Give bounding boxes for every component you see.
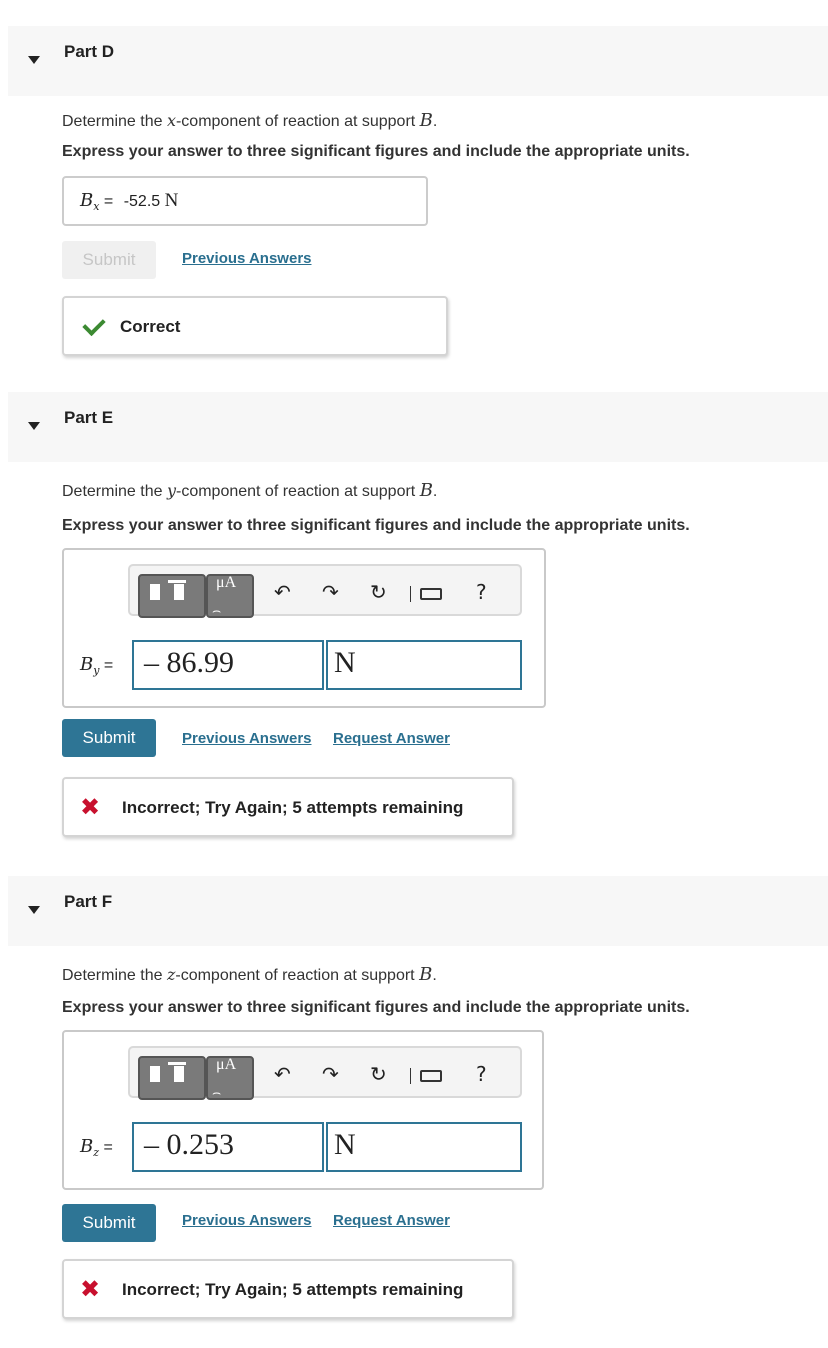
request-answer-link[interactable]: Request Answer — [333, 1212, 450, 1229]
checkmark-icon — [82, 313, 105, 336]
feedback-incorrect — [62, 1259, 514, 1319]
value-input[interactable]: – 0.253 — [132, 1122, 324, 1172]
answer-label: $B_z$ = — [80, 1136, 113, 1160]
feedback-message: Incorrect; Try Again; 5 attempts remaining — [122, 1280, 464, 1299]
request-answer-link[interactable]: Request Answer — [333, 730, 450, 747]
previous-answers-link[interactable]: Previous Answers — [182, 250, 312, 267]
feedback-message: Correct — [120, 317, 181, 336]
part-e-header[interactable] — [8, 392, 828, 462]
submit-button[interactable]: Submit — [62, 1204, 156, 1242]
question-text: Determine the y-component of reaction at support B. — [62, 480, 438, 501]
collapse-caret-icon[interactable] — [28, 56, 40, 64]
part-f-header[interactable] — [8, 876, 828, 946]
question-text: Determine the x-component of reaction at support B. — [62, 110, 438, 131]
feedback-correct — [62, 296, 448, 356]
mu-icon: μA — [216, 574, 237, 591]
unit-input[interactable]: N — [326, 1122, 522, 1172]
submit-button[interactable]: Submit — [62, 241, 156, 279]
instruction-text: Express your answer to three significant figures and include the appropriate units. — [62, 143, 690, 160]
keyboard-icon[interactable] — [420, 1070, 442, 1082]
instruction-text: Express your answer to three significant figures and include the appropriate units. — [62, 517, 690, 534]
question-text: Determine the z-component of reaction at support B. — [62, 964, 437, 985]
template-button[interactable] — [138, 574, 206, 618]
feedback-incorrect — [62, 777, 514, 837]
x-icon: ✖ — [80, 793, 101, 821]
feedback-message: Incorrect; Try Again; 5 attempts remaining — [122, 798, 464, 817]
previous-answers-link[interactable]: Previous Answers — [182, 730, 312, 747]
answer-editor — [62, 548, 546, 708]
undo-icon[interactable]: ↶ — [274, 1062, 291, 1086]
x-icon: ✖ — [80, 1275, 101, 1303]
answer-label: $B_x = -52.5$ N — [80, 190, 179, 214]
math-toolbar — [128, 564, 522, 616]
collapse-caret-icon[interactable] — [28, 906, 40, 914]
mu-icon: μA — [216, 1056, 237, 1073]
reset-icon[interactable]: ↻ — [370, 1062, 387, 1086]
part-d-header[interactable] — [8, 26, 828, 96]
submit-button[interactable]: Submit — [62, 719, 156, 757]
answer-value: -52.5 — [123, 193, 161, 210]
template-button[interactable] — [138, 1056, 206, 1100]
math-toolbar — [128, 1046, 522, 1098]
help-icon[interactable]: ? — [476, 1062, 487, 1086]
reset-icon[interactable]: ↻ — [370, 580, 387, 604]
collapse-caret-icon[interactable] — [28, 422, 40, 430]
answer-editor — [62, 1030, 544, 1190]
fraction-icon — [150, 1066, 160, 1082]
part-title: Part E — [64, 408, 114, 427]
unit-input[interactable]: N — [326, 640, 522, 690]
fraction-icon — [150, 584, 160, 600]
units-button[interactable]: μA ⌢ — [206, 574, 254, 618]
redo-icon[interactable]: ↷ — [322, 580, 339, 604]
answer-unit: N — [164, 190, 179, 211]
part-title: Part F — [64, 892, 113, 911]
help-icon[interactable]: ? — [476, 580, 487, 604]
keyboard-icon[interactable] — [420, 588, 442, 600]
previous-answers-link[interactable]: Previous Answers — [182, 1212, 312, 1229]
value-input[interactable]: – 86.99 — [132, 640, 324, 690]
instruction-text: Express your answer to three significant figures and include the appropriate units. — [62, 999, 690, 1016]
submitted-answer-box — [62, 176, 428, 226]
undo-icon[interactable]: ↶ — [274, 580, 291, 604]
part-title: Part D — [64, 42, 115, 61]
answer-label: $B_y$ = — [80, 654, 114, 678]
redo-icon[interactable]: ↷ — [322, 1062, 339, 1086]
units-button[interactable]: μA ⌢ — [206, 1056, 254, 1100]
